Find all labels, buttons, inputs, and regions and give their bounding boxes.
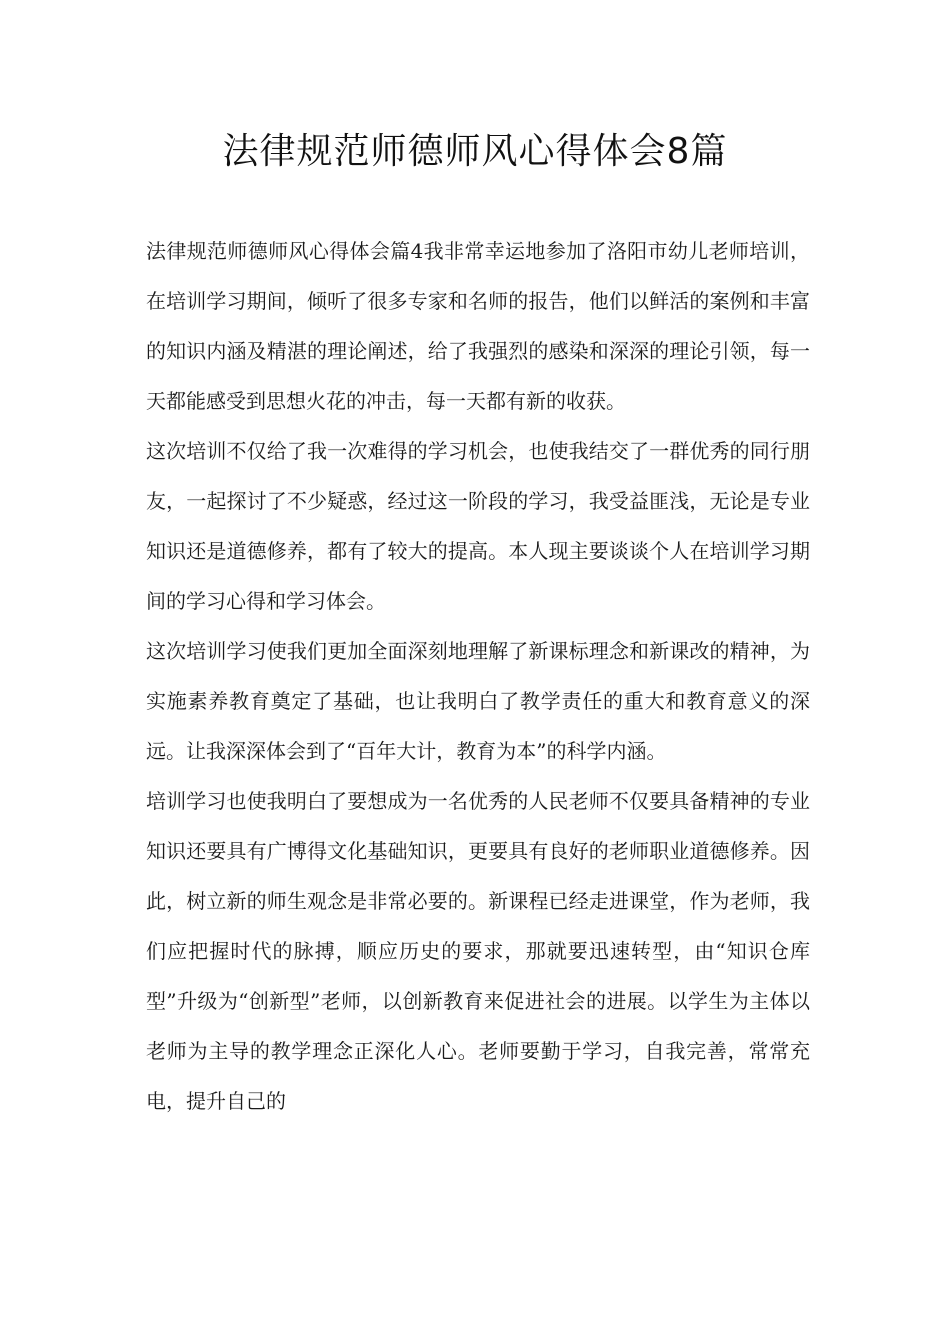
paragraph-4: 培训学习也使我明白了要想成为一名优秀的人民老师不仅要具备精神的专业知识还要具有广博得文化基础知识，更要具有良好的老师职业道德修养。因此，树立新的师生观念是非常必要的。新课程已经走进课堂，作为老师，我们应把握时代的脉搏，顺应历史的要求，那就要迅速转型，由“知识仓库型”升级为“创新型”老师，以创新教育来促进社会的进展。以学生为主体以老师为主导的教学理念正深化人心。老师要勤于学习，自我完善，常常充电，提升自己的 (146, 789, 810, 1113)
document-body (146, 226, 810, 1126)
paragraph-3: 这次培训学习使我们更加全面深刻地理解了新课标理念和新课改的精神，为实施素养教育奠定了基础，也让我明白了教学责任的重大和教育意义的深远。让我深深体会到了“百年大计，教育为本”的科学内涵。 (146, 639, 810, 763)
paragraph-2: 这次培训不仅给了我一次难得的学习机会，也使我结交了一群优秀的同行朋友，一起探讨了不少疑惑，经过这一阶段的学习，我受益匪浅，无论是专业知识还是道德修养，都有了较大的提高。本人现主要谈谈个人在培训学习期间的学习心得和学习体会。 (146, 439, 810, 613)
document-title: 法律规范师德师风心得体会8篇 (222, 131, 728, 172)
paragraph-1: 法律规范师德师风心得体会篇4我非常幸运地参加了洛阳市幼儿老师培训，在培训学习期间，倾听了很多专家和名师的报告，他们以鲜活的案例和丰富的知识内涵及精湛的理论阐述，给了我强烈的感染和深深的理论引领，每一天都能感受到思想火花的冲击，每一天都有新的收获。 (146, 239, 810, 413)
